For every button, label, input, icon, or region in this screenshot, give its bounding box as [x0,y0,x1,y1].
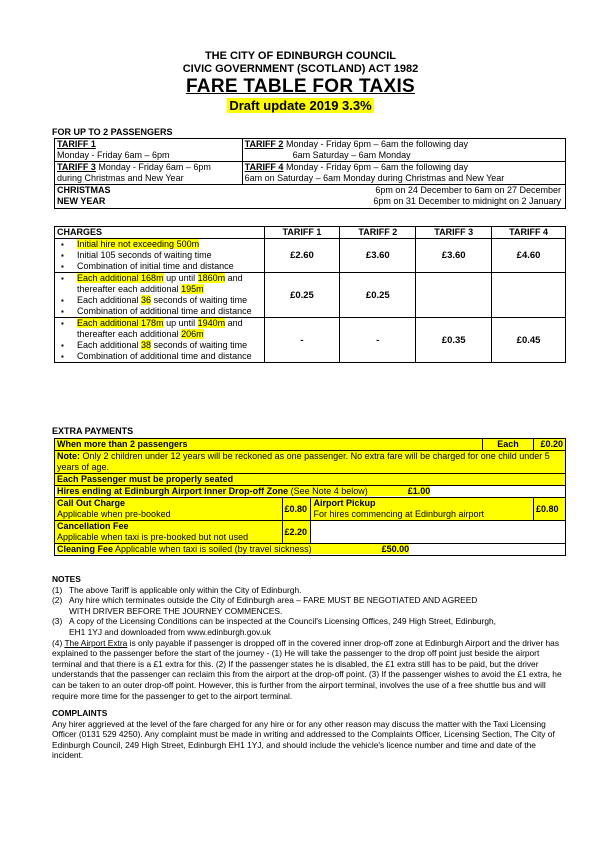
cancellation-price: £2.20 [282,521,311,544]
table-row [55,498,566,521]
table-row [55,318,566,363]
airport-extra-link: The Airport Extra [64,637,128,648]
price-cell: £0.35 [416,318,492,363]
list-item: ▪ Combination of additional time and distance [57,306,262,317]
tariff2-cell [242,139,565,162]
list-item: ▪ Initial 105 seconds of waiting time [57,250,262,261]
table-row [55,273,566,318]
holiday-periods-cell [55,185,566,209]
tariff3-desc1: Monday - Friday 6am – 6pm [98,162,211,172]
charges-table [54,226,566,363]
table-row [55,521,566,544]
passengers-section-label: FOR UP TO 2 PASSENGERS [52,127,173,137]
complaints-text: Any hirer aggrieved at the level of the fare charged for any hire or for any other reason may discuss the matter with the Taxi Licensing Officer (0131 529 4250). Any complaint must be made in writing and addressed to the Complaints Officer, Licensing Section, The City of Edinburgh Council, 249 High Street, Edinburgh EH1 1YJ, and should include the vehicle's licence number and time and date of the incident. [52,718,555,761]
tariff3-label: TARIFF 3 [57,162,96,172]
christmas-desc: 6pm on 24 December to 6am on 27 December [375,185,561,195]
list-item: ▪ Combination of initial time and distance [57,261,262,272]
extra-payments-table [54,438,566,556]
table-row [55,474,566,486]
price-cell [492,273,566,318]
list-item: ▪ Each additional 38 seconds of waiting time [57,340,262,351]
act-name: CIVIC GOVERNMENT (SCOTLAND) ACT 1982 [182,63,419,75]
list-item: ▪ Initial hire not exceeding 500m [57,239,262,250]
tariff3-header: TARIFF 3 [416,227,492,239]
tariff2-label: TARIFF 2 [244,139,284,149]
table-row [55,544,566,556]
note-3: (3) A copy of the Licensing Conditions can be inspected at the Council's Licensing Offices, 249 High Street, Edinburgh, EH1 1YJ and downloaded from www.edinburgh.gov.uk [52,616,496,637]
complaints-title: COMPLAINTS [52,708,108,718]
page-title: FARE TABLE FOR TAXIS [185,76,416,97]
list-item: ▪ Combination of additional time and distance [57,351,262,362]
list-item: ▪ Each additional 168m up until 1860m and thereafter each additional 195m [57,273,262,295]
initial-charges-desc [55,239,265,273]
empty-cell [311,521,566,544]
tariff3-desc2: during Christmas and New Year [57,173,184,183]
christmas-label: CHRISTMAS [57,185,111,195]
table-row [55,439,566,451]
additional-charges-desc-tariff12 [55,273,265,318]
list-item: ▪ Each additional 178m up until 1940m and thereafter each additional 206m [57,318,262,340]
list-item: ▪ Each additional 36 seconds of waiting time [57,295,262,306]
newyear-desc: 6pm on 31 December to midnight on 2 January [373,196,561,206]
newyear-label: NEW YEAR [57,196,106,206]
notes-title: NOTES [52,574,81,584]
tariff2-desc2: 6am Saturday – 6am Monday [292,150,411,160]
tariff1-desc: Monday - Friday 6am – 6pm [57,150,170,160]
council-name: THE CITY OF EDINBURGH COUNCIL [204,50,397,62]
tariff2-header: TARIFF 2 [340,227,416,239]
tariff1-label: TARIFF 1 [57,139,96,149]
tariff3-cell [55,162,243,185]
note-4: (4) The Airport Extra is only payable if passenger is dropped off in the covered inner drop-off zone at Edinburgh Airport and the driver has explained to the passenger before the start of the journey - (1) He will take the passenger to the drop off point just beside the airport terminal and that there is a £1 extra for this. (2) If the passenger states he is disabled, the £1 extra still has to be paid, but the driver understands that the passenger can reclaim this from the airport at the drop-off point. (3) If the passenger wishes to avoid the £1 extra, he can be taken to an outer drop-off point. However, this is further from the airport terminal, involves the use of a free shuttle bus and will require more time for the passenger to get to the airport terminal. [52,637,562,701]
pickup-cell: Airport Pickup For hires commencing at Edinburgh airport [311,498,534,521]
airport-dropoff-row: Hires ending at Edinburgh Airport Inner Drop-off Zone (See Note 4 below) £1.00 [55,486,566,498]
tariff1-cell [55,139,243,162]
price-cell: £3.60 [416,239,492,273]
price-cell: £2.60 [264,239,340,273]
complaints-section [52,708,562,761]
price-cell: £0.45 [492,318,566,363]
cancellation-cell: Cancellation Fee Applicable when taxi is pre-booked but not used [55,521,283,544]
more-passengers-label: When more than 2 passengers [55,439,483,451]
price-cell: £0.25 [340,273,416,318]
tariff4-desc1: Monday - Friday 6pm – 6am the following day [285,162,469,172]
price-cell: - [340,318,416,363]
price-cell: £3.60 [340,239,416,273]
callout-cell: Call Out Charge Applicable when pre-booked [55,498,283,521]
tariff4-label: TARIFF 4 [244,162,284,172]
extra-payments-label: EXTRA PAYMENTS [52,426,134,436]
additional-charges-desc-tariff34 [55,318,265,363]
children-note: Note: Only 2 children under 12 years will be reckoned as one passenger. No extra fare will be charged for one child under 5 years of age. [55,451,566,474]
page-subtitle: Draft update 2019 3.3% [229,98,372,113]
tariff4-header: TARIFF 4 [492,227,566,239]
price-cell: £0.25 [264,273,340,318]
table-row [55,239,566,273]
pickup-price: £0.80 [533,498,565,521]
price-cell [416,273,492,318]
tariff4-desc2: 6am on Saturday – 6am Monday during Christmas and New Year [244,173,505,183]
table-row [55,486,566,498]
callout-price: £0.80 [282,498,311,521]
notes-section [52,574,562,701]
table-row [55,451,566,474]
tariff1-header: TARIFF 1 [264,227,340,239]
price-cell: - [264,318,340,363]
cleaning-row: Cleaning Fee Applicable when taxi is soiled (by travel sickness) £50.00 [55,544,566,556]
tariff4-cell [242,162,565,185]
tariff2-desc1: Monday - Friday 6pm – 6am the following day [285,139,469,149]
note-2: (2) Any hire which terminates outside the City of Edinburgh area – FARE MUST BE NEGOTIATED AND AGREED WITH DRIVER BEFORE THE JOURNEY COMMENCES. [52,595,478,616]
seated-rule: Each Passenger must be properly seated [55,474,566,486]
tariff-definitions-table [54,138,566,209]
note-1: (1) The above Tariff is applicable only within the City of Edinburgh. [52,584,302,595]
price-cell: £4.60 [492,239,566,273]
each-label: Each [483,439,534,451]
each-price: £0.20 [533,439,565,451]
charges-header: CHARGES [55,227,265,239]
